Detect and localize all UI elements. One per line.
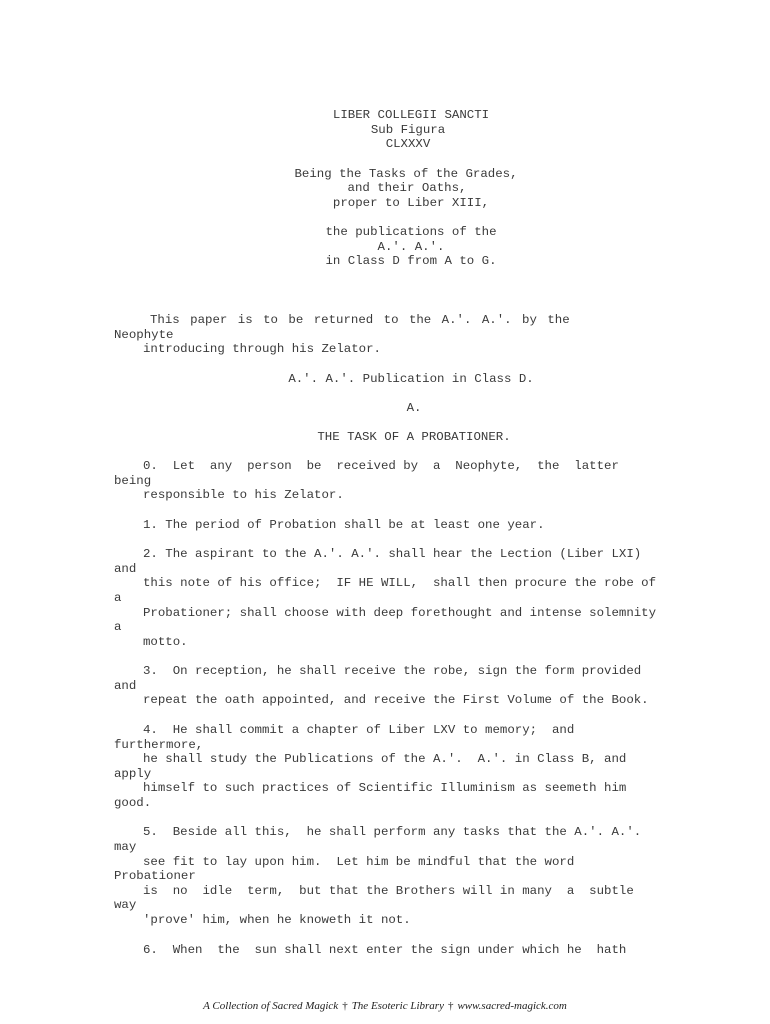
paragraph-line: 6. When the sun shall next enter the sign under which he hath: [143, 943, 627, 957]
paragraph-line: way: [114, 898, 137, 912]
dagger-icon: †: [342, 1000, 348, 1012]
dagger-icon: †: [447, 1000, 454, 1012]
paragraph-line: being: [114, 474, 152, 488]
doc-numeral: CLXXXV: [385, 137, 431, 151]
paragraph-line: himself to such practices of Scientific Illuminism as seemeth him: [143, 781, 627, 795]
paragraph-line: motto.: [143, 635, 188, 649]
section-heading: THE TASK OF A PROBATIONER.: [317, 430, 511, 444]
doc-description-line: and their Oaths,: [347, 181, 467, 195]
doc-subtitle: Sub Figura: [370, 123, 446, 137]
doc-publication-line: A.'. A.'.: [377, 240, 445, 254]
intro-line: This paper is to be returned to the A.'. A.'. by the: [150, 313, 570, 327]
paragraph-line: responsible to his Zelator.: [143, 488, 344, 502]
paragraph-line: 5. Beside all this, he shall perform any tasks that the A.'. A.'.: [143, 825, 642, 839]
paragraph-line: a: [114, 591, 122, 605]
publication-class-heading: A.'. A.'. Publication in Class D.: [288, 372, 534, 386]
paragraph-line: apply: [114, 767, 152, 781]
paragraph-line: Probationer: [114, 869, 196, 883]
section-letter: A.: [406, 401, 422, 415]
doc-publication-line: in Class D from A to G.: [325, 254, 497, 268]
paragraph-line: 2. The aspirant to the A.'. A.'. shall hear the Lection (Liber LXI): [143, 547, 642, 561]
intro-line: Neophyte: [114, 328, 174, 342]
paragraph-line: he shall study the Publications of the A.'. A.'. in Class B, and: [143, 752, 627, 766]
paragraph-line: 'prove' him, when he knoweth it not.: [143, 913, 411, 927]
paragraph-line: 4. He shall commit a chapter of Liber LXV to memory; and: [143, 723, 575, 737]
paragraph-line: repeat the oath appointed, and receive the First Volume of the Book.: [143, 693, 649, 707]
paragraph-line: 0. Let any person be received by a Neophyte, the latter: [143, 459, 619, 473]
footer-url-text: www.sacred-magick.com: [457, 1000, 567, 1012]
footer-library-text: The Esoteric Library: [351, 1000, 444, 1012]
paragraph-line: 1. The period of Probation shall be at least one year.: [143, 518, 545, 532]
paragraph-line: and: [114, 562, 137, 576]
paragraph-line: furthermore,: [114, 738, 204, 752]
doc-publication-line: the publications of the: [325, 225, 497, 239]
paragraph-line: see fit to lay upon him. Let him be mindful that the word: [143, 855, 575, 869]
paragraph-line: a: [114, 620, 122, 634]
paragraph-line: this note of his office; IF HE WILL, shall then procure the robe of: [143, 576, 657, 590]
doc-description-line: Being the Tasks of the Grades,: [294, 167, 518, 181]
footer-collection-text: A Collection of Sacred Magick: [203, 1000, 339, 1012]
paragraph-line: is no idle term, but that the Brothers will in many a subtle: [143, 884, 634, 898]
paragraph-line: and: [114, 679, 137, 693]
doc-description-line: proper to Liber XIII,: [332, 196, 490, 210]
doc-title: LIBER COLLEGII SANCTI: [332, 108, 490, 122]
paragraph-line: Probationer; shall choose with deep forethought and intense solemnity: [143, 606, 657, 620]
paragraph-line: 3. On reception, he shall receive the robe, sign the form provided: [143, 664, 642, 678]
page-footer: [0, 1000, 770, 1012]
intro-line: introducing through his Zelator.: [143, 342, 381, 356]
paragraph-line: may: [114, 840, 137, 854]
paragraph-line: good.: [114, 796, 152, 810]
